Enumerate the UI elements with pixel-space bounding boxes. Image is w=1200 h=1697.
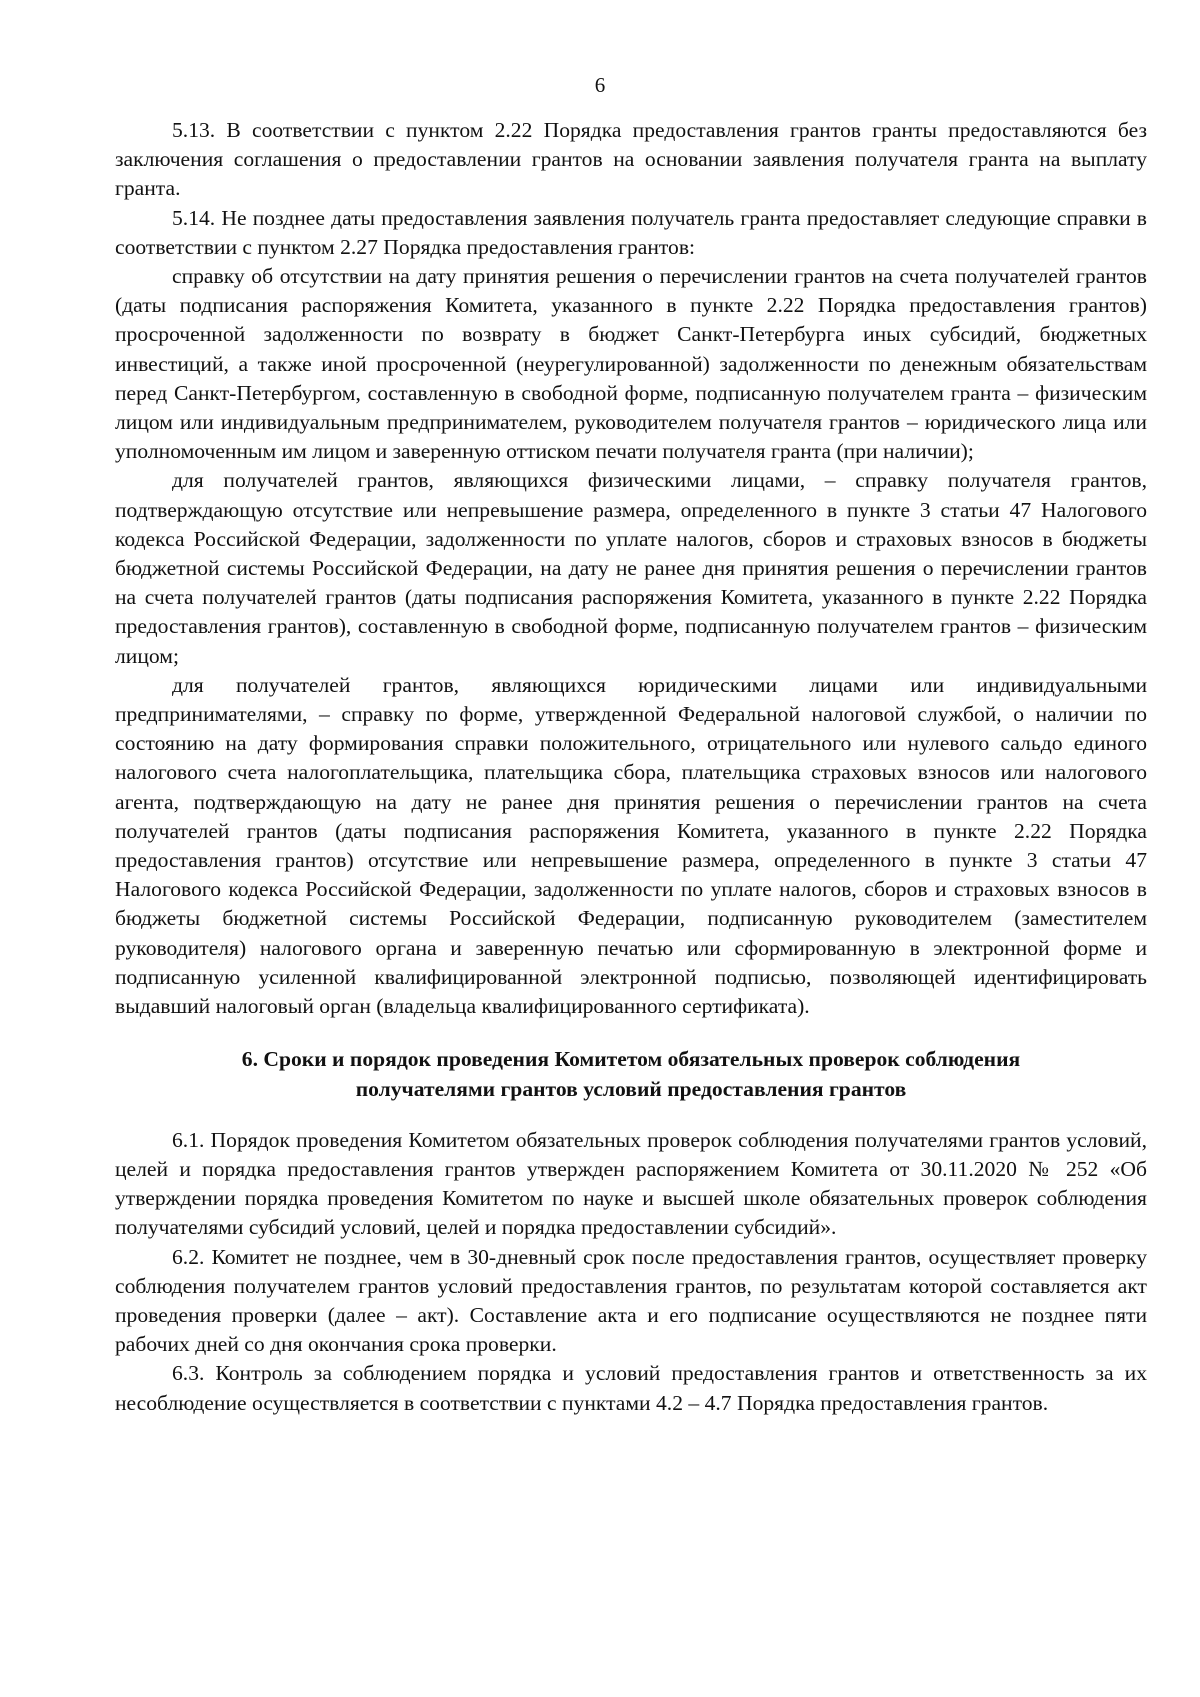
section-6-heading: 6. Сроки и порядок проведения Комитетом обязательных проверок соблюдения получателями грантов условий предоставления грантов [241,1047,1021,1101]
paragraph-5-13: 5.13. В соответствии с пунктом 2.22 Порядка предоставления грантов гранты предоставляются без заключения соглашения о предоставлении грантов на основании заявления получателя гранта на выплату гранта. [115,118,1147,201]
paragraph-legal-entities: для получателей грантов, являющихся юридическими лицами или индивидуальными предпринимателями, – справку по форме, утвержденной Федеральной налоговой службой, о наличии по состоянию на дату формирования справки положительного, отрицательного или нулевого сальдо единого налогового счета налогоплательщика, плательщика сбора, плательщика страховых взносов или налогового агента, подтверждающую на дату не ранее дня принятия решения о перечислении грантов на счета получателей грантов (даты подписания распоряжения Комитета, указанного в пункте 2.22 Порядка предоставления грантов) отсутствие или непревышение размера, определенного в пункте 3 статьи 47 Налогового кодекса Российской Федерации, задолженности по уплате налогов, сборов и страховых взносов в бюджеты бюджетной системы Российской Федерации, подписанную руководителем (заместителем руководителя) налогового органа и заверенную печатью или сформированную в электронной форме и подписанную усиленной квалифицированной электронной подписью, позволяющей идентифицировать выдавший налоговый орган (владельца квалифицированного сертификата). [115,672,1147,1019]
paragraph-individuals: для получателей грантов, являющихся физическими лицами, – справку получателя грантов, подтверждающую отсутствие или непревышение размера, определенного в пункте 3 статьи 47 Налогового кодекса Российской Федерации, задолженности по уплате налогов, сборов и страховых взносов в бюджеты бюджетной системы Российской Федерации, на дату не ранее дня принятия решения о перечислении грантов на счета получателей грантов (даты подписания распоряжения Комитета, указанного в пункте 2.22 Порядка предоставления грантов), составленную в свободной форме, подписанную получателем грантов – физическим лицом; [115,468,1147,668]
paragraph-6-2: 6.2. Комитет не позднее, чем в 30-дневный срок после предоставления грантов, осуществляет проверку соблюдения получателем грантов условий предоставления грантов, по результатам которой составляется акт проведения проверки (далее – акт). Составление акта и его подписание осуществляются не позднее пяти рабочих дней со дня окончания срока проверки. [115,1244,1147,1357]
paragraph-6-3: 6.3. Контроль за соблюдением порядка и условий предоставления грантов и ответственность за их несоблюдение осуществляется в соответствии с пунктами 4.2 – 4.7 Порядка предоставления грантов. [115,1361,1147,1415]
paragraph-5-14: 5.14. Не позднее даты предоставления заявления получатель гранта предоставляет следующие справки в соответствии с пунктом 2.27 Порядка предоставления грантов: [115,205,1147,259]
page-number: 6 [594,73,606,97]
paragraph-6-1: 6.1. Порядок проведения Комитетом обязательных проверок соблюдения получателями грантов условий, целей и порядка предоставления грантов утвержден распоряжением Комитета от 30.11.2020 № 252 «Об утверждении порядка проведения Комитетом по науке и высшей школе обязательных проверок соблюдения получателями субсидий условий, целей и порядка предоставлении субсидий». [115,1127,1147,1240]
paragraph-certificate-debt: справку об отсутствии на дату принятия решения о перечислении грантов на счета получателей грантов (даты подписания распоряжения Комитета, указанного в пункте 2.22 Порядка предоставления грантов) просроченной задолженности по возврату в бюджет Санкт-Петербурга иных субсидий, бюджетных инвестиций, а также иной просроченной (неурегулированной) задолженности по денежным обязательствам перед Санкт-Петербургом, составленную в свободной форме, подписанную получателем гранта – физическим лицом или индивидуальным предпринимателем, руководителем получателя грантов – юридического лица или уполномоченным им лицом и заверенную оттиском печати получателя гранта (при наличии); [115,264,1147,464]
document-body [115,116,1147,1418]
